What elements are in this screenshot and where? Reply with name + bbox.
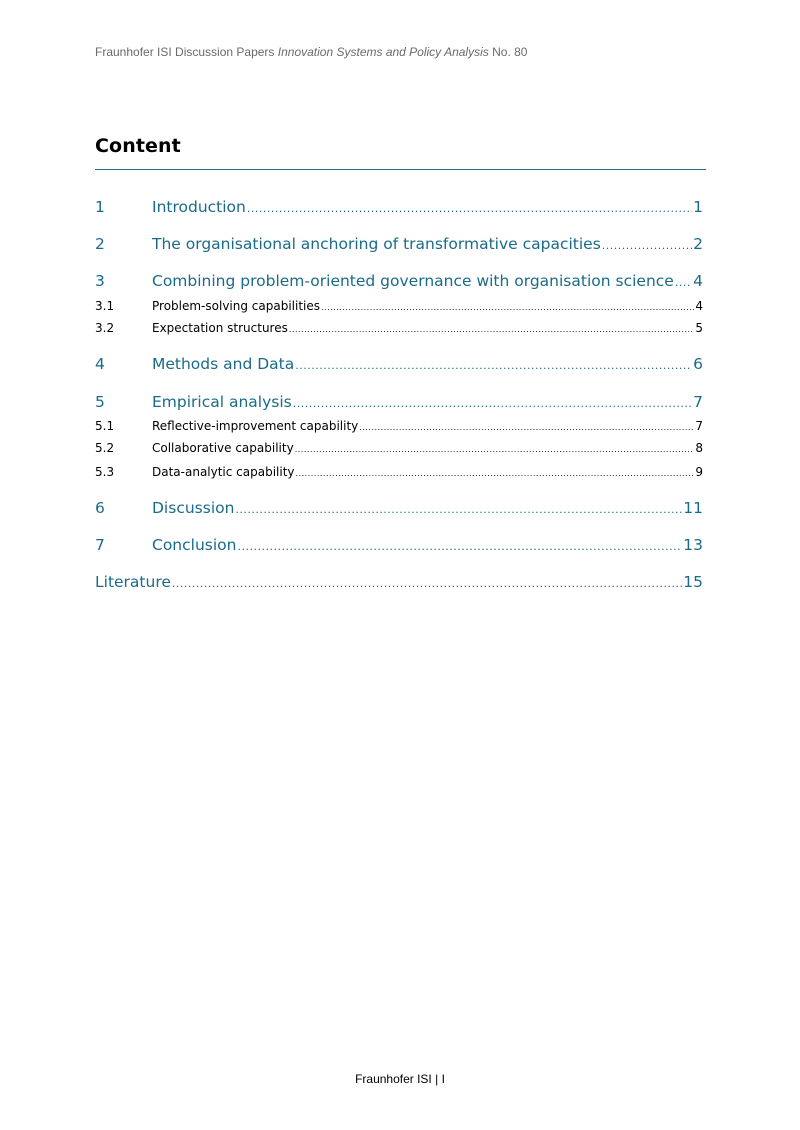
toc-entry-4[interactable] bbox=[95, 353, 703, 375]
toc-entry-5-1[interactable] bbox=[95, 417, 703, 435]
toc-entry-3-1[interactable] bbox=[95, 297, 703, 315]
toc-leader bbox=[296, 465, 695, 483]
page-title: Content bbox=[95, 135, 181, 157]
toc-leader bbox=[295, 441, 695, 459]
toc-title: Literature bbox=[95, 573, 171, 591]
toc-leader bbox=[237, 536, 682, 558]
toc-entry-3[interactable] bbox=[95, 270, 703, 292]
footer-separator: | bbox=[435, 1072, 439, 1086]
running-header bbox=[95, 45, 527, 59]
toc-number: 5 bbox=[95, 393, 105, 411]
toc-entry-3-2[interactable] bbox=[95, 319, 703, 337]
toc-title: Expectation structures bbox=[152, 321, 288, 335]
header-number: No. 80 bbox=[492, 45, 528, 59]
toc-title: The organisational anchoring of transformative capacities bbox=[152, 235, 601, 253]
toc-title: Methods and Data bbox=[152, 355, 295, 373]
toc-leader bbox=[172, 573, 682, 595]
toc-page: 7 bbox=[695, 419, 703, 433]
toc-page: 11 bbox=[683, 499, 703, 517]
toc-page: 2 bbox=[693, 235, 703, 253]
toc-number: 3.1 bbox=[95, 299, 115, 313]
header-series: Innovation Systems and Policy Analysis bbox=[277, 45, 489, 59]
toc-page: 4 bbox=[693, 272, 703, 290]
footer-page-number: I bbox=[441, 1072, 445, 1086]
toc-leader bbox=[321, 299, 694, 317]
toc-leader bbox=[675, 272, 692, 294]
toc-title: Discussion bbox=[152, 499, 235, 517]
toc-title: Introduction bbox=[152, 198, 246, 216]
toc-leader bbox=[359, 419, 694, 437]
toc-leader bbox=[295, 355, 692, 377]
footer-org: Fraunhofer ISI bbox=[355, 1072, 432, 1086]
title-divider bbox=[95, 169, 706, 170]
toc-entry-5-3[interactable] bbox=[95, 463, 703, 481]
toc-title: Conclusion bbox=[152, 536, 237, 554]
toc-number: 1 bbox=[95, 198, 105, 216]
toc-entry-5[interactable] bbox=[95, 391, 703, 413]
header-prefix: Fraunhofer ISI Discussion Papers bbox=[95, 45, 275, 59]
toc-leader bbox=[293, 393, 692, 415]
toc-title: Collaborative capability bbox=[152, 441, 294, 455]
toc-page: 8 bbox=[695, 441, 703, 455]
toc-page: 4 bbox=[695, 299, 703, 313]
toc-number: 6 bbox=[95, 499, 105, 517]
toc-number: 5.3 bbox=[95, 465, 115, 479]
toc-entry-2[interactable] bbox=[95, 233, 703, 255]
toc-entry-1[interactable] bbox=[95, 196, 703, 218]
toc-page: 1 bbox=[693, 198, 703, 216]
toc-page: 13 bbox=[683, 536, 703, 554]
toc-number: 3.2 bbox=[95, 321, 115, 335]
toc-leader bbox=[235, 499, 682, 521]
toc-page: 5 bbox=[695, 321, 703, 335]
toc-number: 5.1 bbox=[95, 419, 115, 433]
toc-title: Combining problem-oriented governance with organisation science bbox=[152, 272, 674, 290]
toc-page: 6 bbox=[693, 355, 703, 373]
toc-title: Problem-solving capabilities bbox=[152, 299, 321, 313]
toc-entry-7[interactable] bbox=[95, 534, 703, 556]
toc-number: 4 bbox=[95, 355, 105, 373]
toc-page: 7 bbox=[693, 393, 703, 411]
toc-entry-5-2[interactable] bbox=[95, 439, 703, 457]
toc-title: Reflective-improvement capability bbox=[152, 419, 359, 433]
toc-entry-6[interactable] bbox=[95, 497, 703, 519]
page-footer bbox=[0, 1072, 800, 1086]
toc-leader bbox=[602, 235, 692, 257]
toc-number: 3 bbox=[95, 272, 105, 290]
toc-number: 2 bbox=[95, 235, 105, 253]
toc-page: 15 bbox=[683, 573, 703, 591]
toc-entry-literature[interactable] bbox=[95, 571, 703, 593]
toc-leader bbox=[289, 321, 695, 339]
toc-title: Data-analytic capability bbox=[152, 465, 295, 479]
toc-number: 5.2 bbox=[95, 441, 115, 455]
toc-leader bbox=[247, 198, 692, 220]
toc-title: Empirical analysis bbox=[152, 393, 292, 411]
toc-number: 7 bbox=[95, 536, 105, 554]
toc-page: 9 bbox=[695, 465, 703, 479]
